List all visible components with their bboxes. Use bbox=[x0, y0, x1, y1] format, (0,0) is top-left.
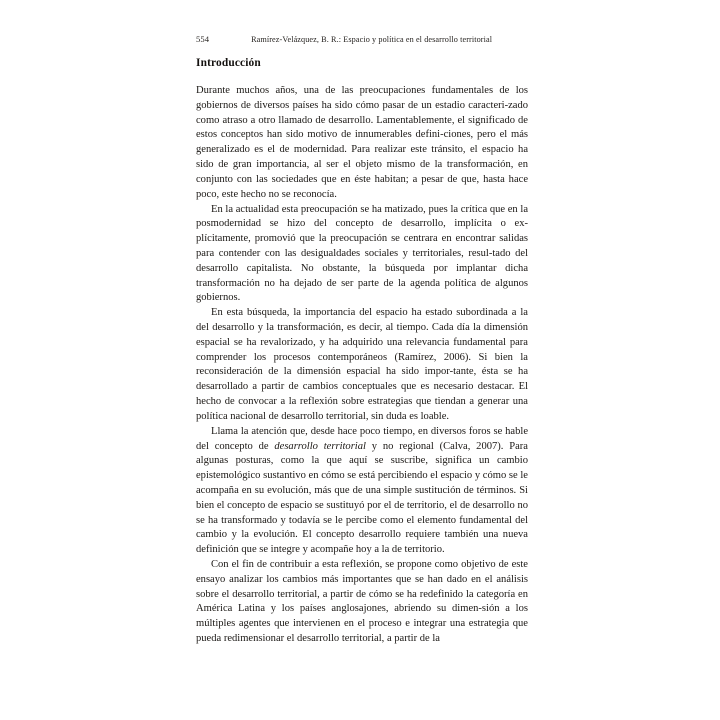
running-head-title: Ramírez-Velázquez, B. R.: Espacio y política en el desarrollo territorial bbox=[251, 35, 493, 44]
paragraph-2: En la actualidad esta preocupación se ha matizado, pues la crítica que en la posmodernidad se hizo del concepto de desarrollo, implícita o ex-plícitamente, promovió que la preocupación se centrara en encontrar salidas para contender con las desigualdades sociales y territoriales, resul-tado del desarrollo capitalista. No obstante, la búsqueda por implantar dicha transformación no ha dejado de ser parte de la agenda política de algunos gobiernos. bbox=[196, 203, 528, 304]
paragraph-1: Durante muchos años, una de las preocupaciones fundamentales de los gobiernos de diversos países ha sido cómo pasar de un estadio caracteri-zado como atraso a otro llamado de desarrollo. Lamentablemente, el significado de estos conceptos han sido motivo de innumerables defini-ciones, pero el más generalizado es el de modernidad. Para realizar este tránsito, el espacio ha sido de gran importancia, al ser el objeto mismo de la transformación, en conjunto con las sociedades que en éste habitan; a pesar de que, hasta hace poco, este hecho no se reconocía. bbox=[196, 85, 528, 200]
paragraph-4-text-a: Llama la atención que, desde hace poco tiempo, en diversos foros se hable del concepto de bbox=[196, 425, 528, 452]
paragraph-4-emphasis: desarrollo territorial bbox=[274, 440, 366, 452]
paragraph-4 bbox=[196, 425, 528, 558]
section-heading: Introducción bbox=[196, 57, 261, 69]
paragraph-5: Con el fin de contribuir a esta reflexión, se propone como objetivo de este ensayo analizar los cambios más importantes que se han dado en el análisis sobre el desarrollo territorial, a partir de cómo se ha redefinido la categoría en América Latina y los países anglosajones, abriendo su dimen-sión a los múltiples agentes que intervienen en el proceso e integrar una estrategia que pueda redimensionar el desarrollo territorial, a partir de la bbox=[196, 559, 528, 645]
paragraph-3: En esta búsqueda, la importancia del espacio ha estado subordinada a la del desarrollo y la transformación, es decir, al tiempo. Cada día la dimensión espacial se ha revalorizado, y ha adquirido una relevancia fundamental para comprender los procesos contemporáneos (Ramírez, 2006). Si bien la reconsideración de la dimensión espacial ha sido impor-tante, ésta se ha desarrollado a partir de cambios conceptuales que es necesario destacar. El hecho de convocar a la reflexión sobre estrategias que tiendan a generar una política nacional de desarrollo territorial, sin duda es loable. bbox=[196, 307, 528, 422]
running-head bbox=[196, 34, 528, 44]
body-text-column bbox=[196, 84, 528, 647]
paragraph-4-text-b: y no regional (Calva, 2007). Para algunas posturas, como la que aquí se suscribe, significa un cambio epistemológico sustantivo en cómo se está percibiendo el espacio y cómo se le acompaña en su evolución, más que de una simple sustitución de términos. Si bien el concepto de espacio se sustituyó por el de territorio, el de desarrollo no se ha transformado y todavía se le percibe como el elemento fundamental del cambio y la evolución. El concepto desarrollo requiere también una nueva definición que se integre y acompañe hoy a la de territorio. bbox=[196, 440, 528, 556]
page-number: 554 bbox=[196, 34, 210, 44]
